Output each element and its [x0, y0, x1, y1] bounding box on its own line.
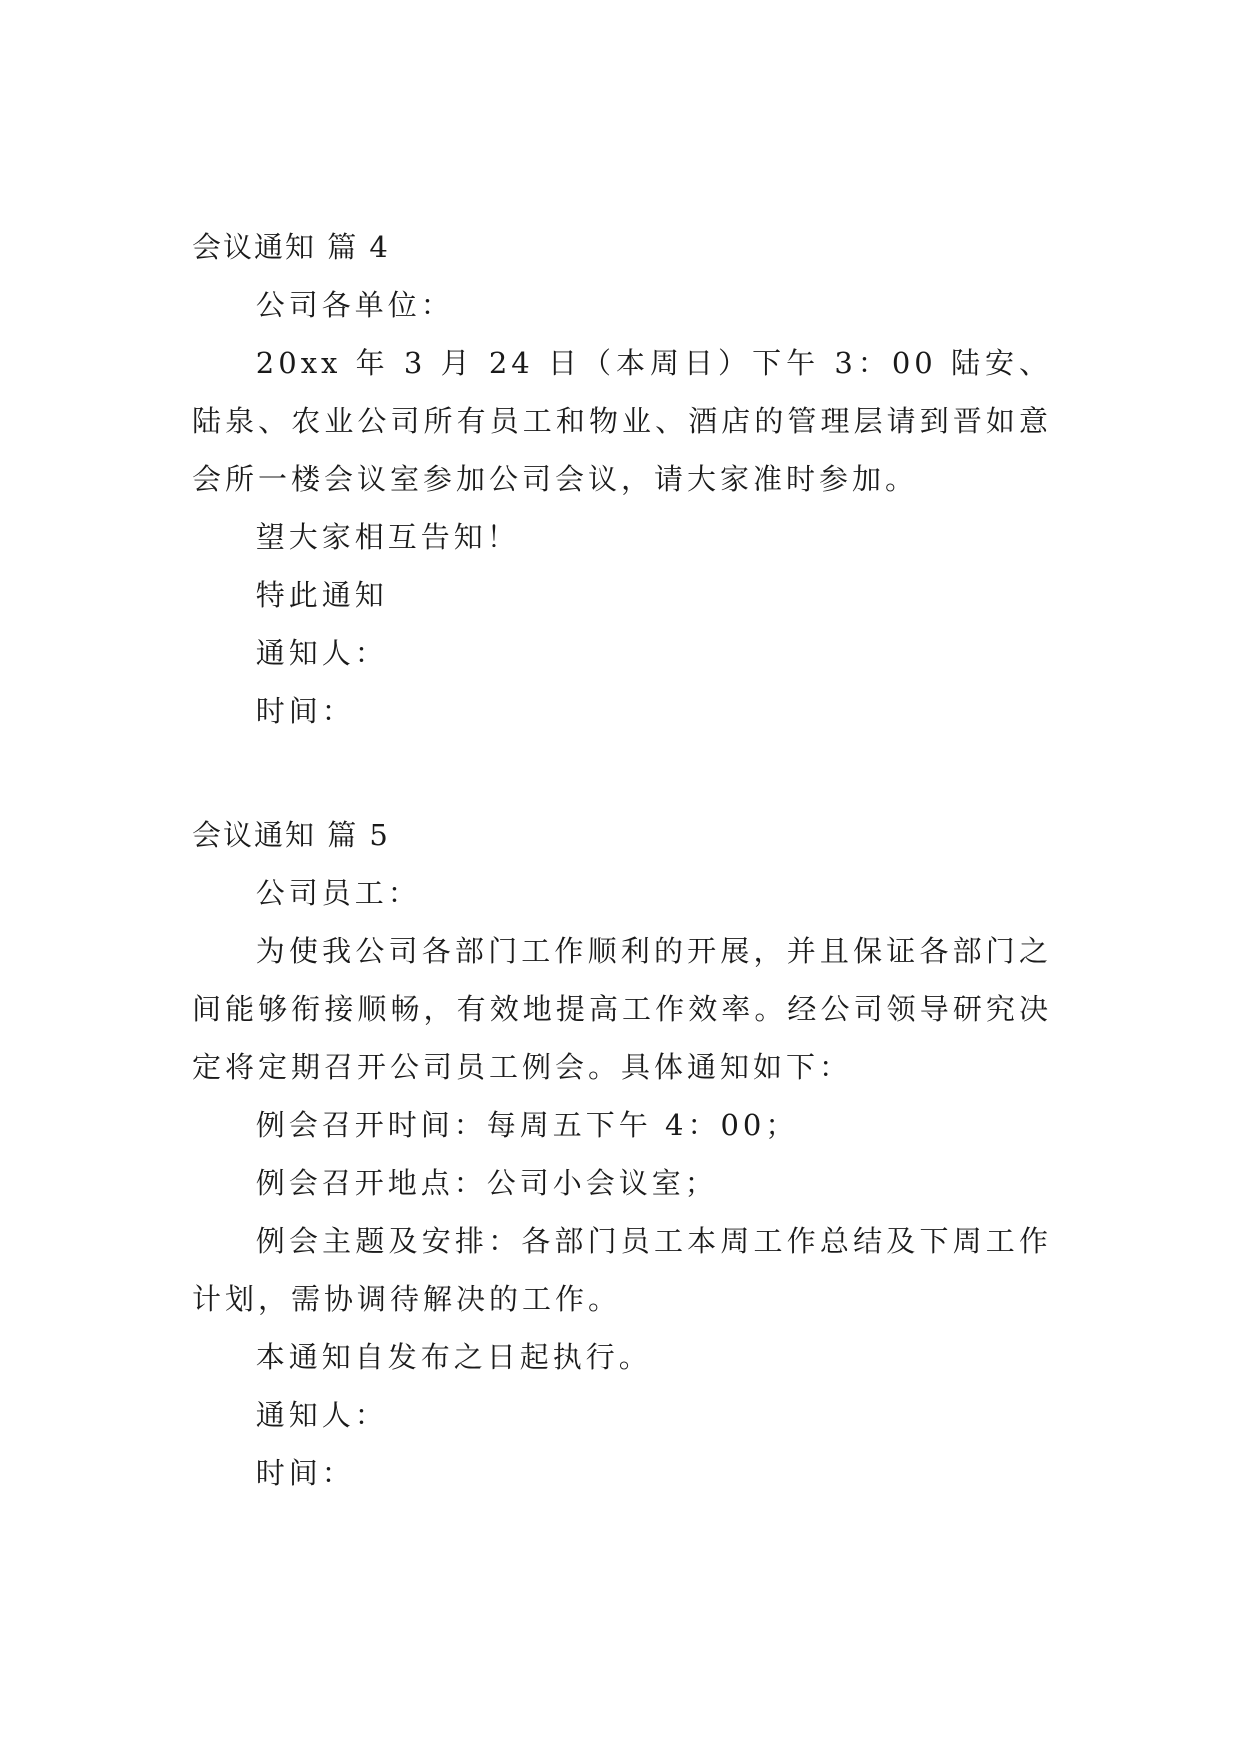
body-paragraph: 望大家相互告知！	[255, 520, 520, 554]
salutation: 公司员工：	[255, 876, 421, 910]
body-paragraph: 例会主题及安排：各部门员工本周工作总结及下周工作计划，需协调待解决的工作。	[192, 1224, 1052, 1316]
time-line: 时间：	[255, 1456, 355, 1490]
section-heading: 会议通知 篇 4	[192, 230, 390, 264]
notifier-line: 通知人：	[255, 636, 388, 670]
body-paragraph: 例会召开时间：每周五下午 4：00；	[255, 1108, 799, 1142]
closing-line: 特此通知	[255, 578, 388, 612]
notice-section-4	[192, 218, 1052, 740]
time-line: 时间：	[255, 694, 355, 728]
body-paragraph: 20xx 年 3 月 24 日（本周日）下午 3：00 陆安、陆泉、农业公司所有员工和物业、酒店的管理层请到晋如意会所一楼会议室参加公司会议，请大家准时参加。	[192, 346, 1052, 496]
body-paragraph: 本通知自发布之日起执行。	[255, 1340, 652, 1374]
notifier-line: 通知人：	[255, 1398, 388, 1432]
body-paragraph: 为使我公司各部门工作顺利的开展，并且保证各部门之间能够衔接顺畅，有效地提高工作效率。经公司领导研究决定将定期召开公司员工例会。具体通知如下：	[192, 934, 1052, 1084]
section-heading: 会议通知 篇 5	[192, 818, 390, 852]
body-paragraph: 例会召开地点：公司小会议室；	[255, 1166, 718, 1200]
notice-section-5	[192, 806, 1052, 1502]
salutation: 公司各单位：	[255, 288, 454, 322]
